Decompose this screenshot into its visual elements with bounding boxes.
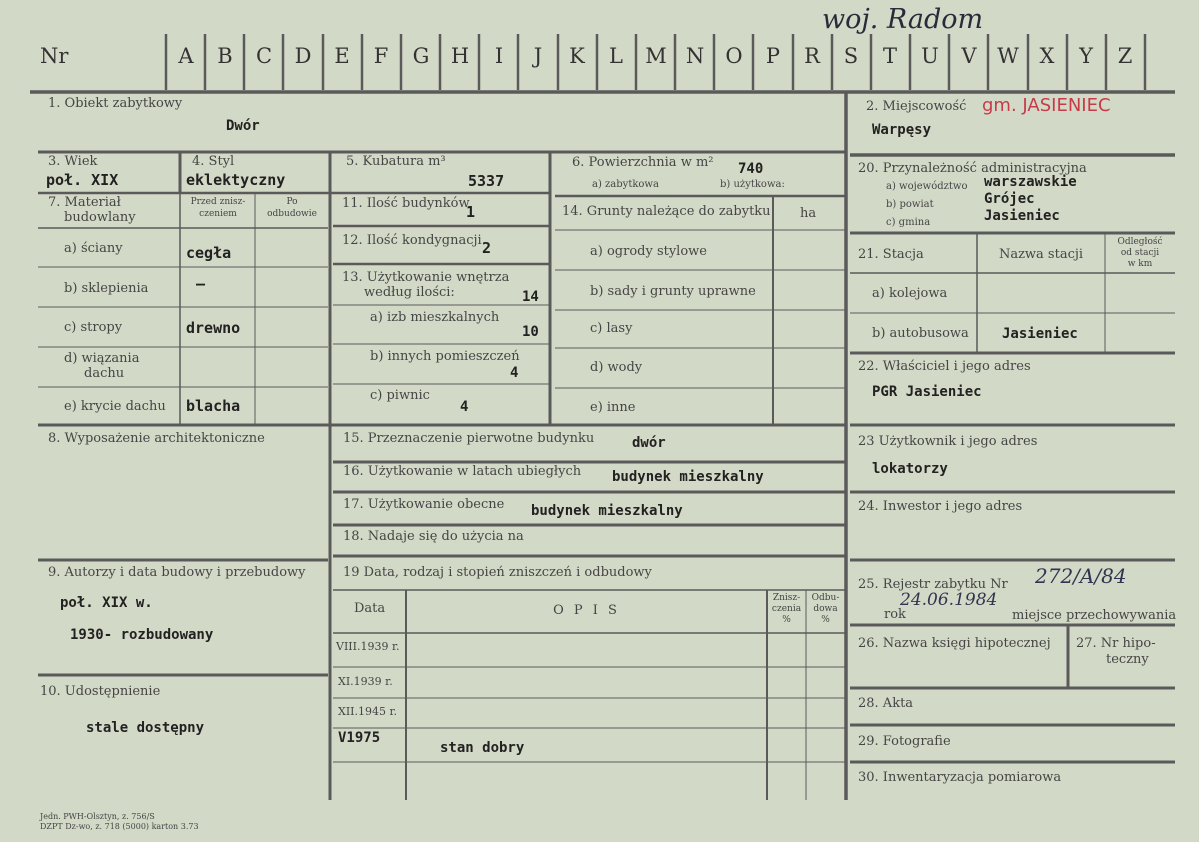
field-21-col-name: Nazwa stacji [998,247,1084,262]
letter-y: Y [1079,44,1093,68]
field-19-row-4-desc: stan dobry [440,740,525,756]
field-20-label: 20. Przynależność administracyjna [858,161,1087,176]
field-21-label: 21. Stacja [858,247,924,262]
field-14-row-a: a) ogrody stylowe [590,244,707,259]
field-13-total: 14 [522,289,539,305]
field-13-a-value: 10 [522,324,539,340]
field-7-col-after-1: Po [286,197,298,207]
field-19-col-destr-2: czenia [771,604,802,614]
field-11-value: 1 [466,203,476,221]
field-9-label: 9. Autorzy i data budowy i przebudowy [48,565,306,580]
field-7-row-a-value: cegła [186,244,232,262]
field-21-col-dist-2: od stacji [1120,248,1160,258]
field-27-label-1: 27. Nr hipo- [1076,636,1156,651]
field-20-c-label: c) gmina [886,217,931,228]
letter-t: T [882,44,897,68]
field-25-rok-label: rok [884,607,906,622]
field-4-value: eklektyczny [186,171,286,189]
letter-g: G [412,44,430,68]
field-19-label: 19 Data, rodzaj i stopień zniszczeń i odbudowy [343,565,652,580]
field-19-row-2-date: XI.1939 r. [338,675,393,688]
field-7-col-after-2: odbudowie [267,209,317,219]
field-20-b-label: b) powiat [886,199,934,210]
field-7-row-d-label-2: dachu [84,366,125,381]
field-14-row-d: d) wody [590,360,643,375]
field-9-line-2: 1930- rozbudowany [70,627,214,643]
letter-w: W [997,44,1019,68]
field-16-label: 16. Użytkowanie w latach ubiegłych [343,464,582,479]
field-12-value: 2 [482,239,492,257]
letter-o: O [725,44,743,68]
field-21-col-dist-3: w km [1127,259,1153,269]
field-10-value: stale dostępny [86,720,205,736]
field-8-label: 8. Wyposażenie architektoniczne [48,431,265,446]
letter-n: N [685,44,705,68]
field-29-label: 29. Fotografie [858,734,951,749]
letter-r: R [804,44,820,68]
field-7-row-c-label: c) stropy [64,320,123,335]
field-19-col-rebuild-1: Odbu- [811,593,840,603]
field-25-label: 25. Rejestr zabytku Nr [858,577,1008,592]
field-11-label: 11. Ilość budynków [342,196,470,211]
field-13-label-1: 13. Użytkowanie wnętrza [342,270,510,285]
field-19-row-3-date: XII.1945 r. [338,705,398,718]
field-28-label: 28. Akta [858,696,914,711]
field-5-value: 5337 [468,172,505,190]
field-7-row-d-label-1: d) wiązania [64,351,140,366]
letter-s: S [843,44,859,68]
handwritten-register-number: 272/A/84 [1035,564,1127,588]
letter-v: V [961,44,977,68]
footer-line-2: DZPT Dz-wo, z. 718 (5000) karton 3.73 [40,822,199,831]
footer-line-1: Jedn. PWH-Olsztyn, z. 756/S [40,812,155,821]
field-20-c-value: Jasieniec [984,208,1060,224]
letter-k: K [569,44,585,68]
field-19-col-rebuild-3: % [821,615,830,625]
field-15-value: dwór [632,435,666,451]
field-2-value: Warpęsy [872,122,932,138]
field-7-row-e-value: blacha [186,397,241,415]
field-14-row-b: b) sady i grunty uprawne [590,284,756,299]
letter-l: L [609,44,623,68]
letter-p: P [765,44,781,68]
field-3-label: 3. Wiek [48,154,98,169]
field-1-label: 1. Obiekt zabytkowy [48,96,183,111]
field-7-col-before-2: czeniem [199,209,237,219]
field-19-col-date: Data [354,601,386,616]
field-26-label: 26. Nazwa księgi hipotecznej [858,636,1051,651]
letter-j: J [533,44,543,68]
field-6-label: 6. Powierzchnia w m² [572,155,714,170]
field-17-label: 17. Użytkowanie obecne [343,497,505,512]
field-16-value: budynek mieszkalny [612,469,764,485]
field-6-sub-b: b) użytkowa: [720,179,785,190]
letter-b: B [217,44,233,68]
letter-f: F [373,44,389,68]
field-7-row-b-value: – [196,275,206,293]
field-27-label-2: teczny [1106,652,1149,667]
field-15-label: 15. Przeznaczenie pierwotne budynku [343,431,595,446]
handwritten-gmina: gm. JASIENIEC [982,95,1111,116]
field-24-label: 24. Inwestor i jego adres [858,499,1023,514]
field-14-row-e: e) inne [590,400,636,415]
field-7-col-before-1: Przed znisz- [190,197,246,207]
field-7-row-b-label: b) sklepienia [64,281,149,296]
field-13-a-label: a) izb mieszkalnych [370,310,500,325]
field-10-label: 10. Udostępnienie [40,684,161,699]
letter-e: E [334,44,350,68]
field-7-label-1: 7. Materiał [48,195,121,210]
field-14-unit: ha [800,206,817,221]
field-21-col-dist-1: Odległość [1117,237,1163,247]
field-21-b-label: b) autobusowa [872,326,969,341]
field-13-b-value: 4 [510,365,519,381]
field-13-b-label: b) innych pomieszczeń [370,349,520,364]
field-1-value: Dwór [226,118,260,134]
field-19-col-desc: O P I S [553,603,620,618]
field-20-b-value: Grójec [984,191,1035,207]
field-21-b-value: Jasieniec [1002,326,1078,342]
letter-m: M [645,44,667,68]
letter-z: Z [1117,44,1133,68]
field-19-row-1-date: VIII.1939 r. [336,640,400,653]
field-13-c-label: c) piwnic [370,388,430,403]
field-19-col-destr-3: % [782,615,791,625]
letter-a: A [178,44,194,68]
field-22-label: 22. Właściciel i jego adres [858,359,1031,374]
field-7-row-c-value: drewno [186,319,241,337]
field-12-label: 12. Ilość kondygnacji [342,233,482,248]
field-17-value: budynek mieszkalny [531,503,683,519]
field-19-col-rebuild-2: dowa [813,604,838,614]
handwritten-region: woj. Radom [822,4,984,35]
field-30-label: 30. Inwentaryzacja pomiarowa [858,770,1062,785]
field-7-label-2: budowlany [64,210,136,225]
nr-label: Nr [40,44,69,68]
field-14-row-c: c) lasy [590,321,633,336]
field-20-a-value: warszawskie [984,174,1077,190]
field-3-value: poł. XIX [46,171,119,189]
field-21-a-label: a) kolejowa [872,286,948,301]
field-7-row-e-label: e) krycie dachu [64,399,166,414]
field-18-label: 18. Nadaje się do użycia na [343,529,524,544]
field-20-a-label: a) województwo [886,181,968,192]
field-22-value: PGR Jasieniec [872,384,982,400]
field-14-label: 14. Grunty należące do zabytku [562,204,771,219]
field-9-line-1: poł. XIX w. [60,595,153,611]
letter-h: H [450,44,470,68]
field-19-col-destr-1: Znisz- [772,593,801,603]
field-2-label: 2. Miejscowość [866,99,967,114]
letter-d: D [294,44,312,68]
field-19-row-4-date: V1975 [338,730,381,746]
field-6-sub-a: a) zabytkowa [592,179,659,190]
letter-u: U [921,44,939,68]
letter-x: X [1039,44,1055,68]
field-7-row-a-label: a) ściany [64,241,123,256]
field-6-value: 740 [738,161,764,177]
field-13-label-2: według ilości: [364,285,455,300]
field-23-label: 23 Użytkownik i jego adres [858,434,1038,449]
handwritten-register-date: 24.06.1984 [900,590,998,610]
field-13-c-value: 4 [460,399,469,415]
letter-i: I [494,44,504,68]
field-5-label: 5. Kubatura m³ [346,154,446,169]
letter-c: C [255,44,273,68]
field-23-value: lokatorzy [872,461,948,477]
field-25-place-label: miejsce przechowywania [1012,608,1177,623]
field-4-label: 4. Styl [192,154,235,169]
